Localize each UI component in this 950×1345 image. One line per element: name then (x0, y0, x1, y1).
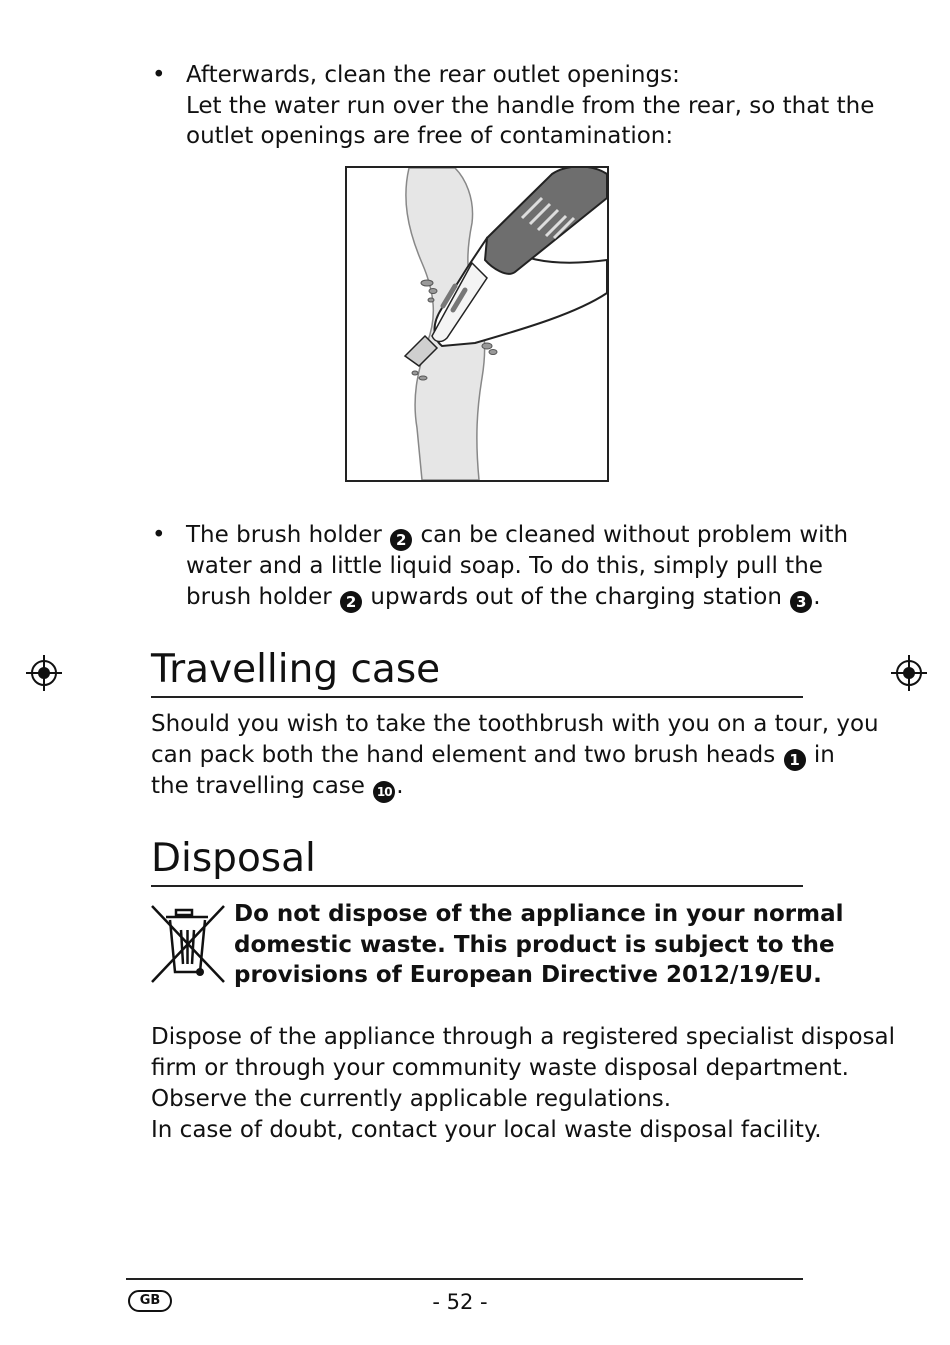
bullet-text: . (813, 583, 821, 610)
bullet-text-line: Let the water run over the handle from the rear, so that the (186, 92, 875, 119)
crossed-out-wheelie-bin-icon (150, 904, 226, 984)
paragraph-line: Dispose of the appliance through a registered specialist disposal (151, 1024, 895, 1050)
registration-mark-icon (891, 655, 927, 691)
bullet-text-line: outlet openings are free of contamination: (186, 123, 674, 149)
ref-number-badge: 2 (390, 529, 412, 551)
bullet-marker: • (152, 62, 166, 88)
warning-line: Do not dispose of the appliance in your normal (234, 901, 844, 927)
paragraph-text: the travelling case (151, 773, 365, 799)
warning-line: provisions of European Directive 2012/19/EU. (234, 962, 822, 988)
ref-number-badge: 3 (790, 591, 812, 613)
bullet-brush-holder (152, 520, 849, 613)
warning-line: domestic waste. This product is subject to the (234, 931, 835, 958)
disposal-warning (234, 899, 844, 991)
bullet-text-line: water and a little liquid soap. To do this, simply pull the (186, 553, 823, 579)
paragraph-line: firm or through your community waste disposal department. (151, 1055, 849, 1081)
paragraph-text: can pack both the hand element and two brush heads (151, 742, 776, 768)
disposal-paragraph (151, 1022, 895, 1146)
travelling-case-paragraph (151, 709, 879, 803)
ref-number-badge: 2 (340, 591, 362, 613)
footer-divider (126, 1278, 803, 1280)
bullet-text: brush holder (186, 583, 332, 610)
ref-number-badge: 1 (784, 749, 806, 771)
bullet-text: The brush holder (186, 522, 382, 548)
bullet-text: upwards out of the charging station (370, 583, 782, 610)
bullet-marker: • (152, 522, 166, 548)
page-number: - 52 - (432, 1290, 488, 1314)
section-heading-disposal: Disposal (151, 836, 803, 887)
paragraph-line: In case of doubt, contact your local waste disposal facility. (151, 1117, 822, 1143)
registration-mark-icon (26, 655, 62, 691)
bullet-text: can be cleaned without problem with (420, 522, 849, 548)
water-rinse-handle-illustration (347, 168, 607, 480)
country-badge: GB (128, 1290, 172, 1312)
paragraph-line: Observe the currently applicable regulations. (151, 1086, 672, 1112)
rinsing-illustration (345, 166, 609, 482)
section-heading-travelling-case: Travelling case (151, 647, 803, 698)
paragraph-text: in (813, 742, 835, 768)
paragraph-text: . (396, 773, 404, 799)
paragraph-line: Should you wish to take the toothbrush with you on a tour, you (151, 711, 879, 737)
ref-number-badge: 10 (373, 781, 395, 803)
bullet-text-line: Afterwards, clean the rear outlet openings: (186, 62, 680, 88)
bullet-rear-outlet (152, 60, 875, 152)
